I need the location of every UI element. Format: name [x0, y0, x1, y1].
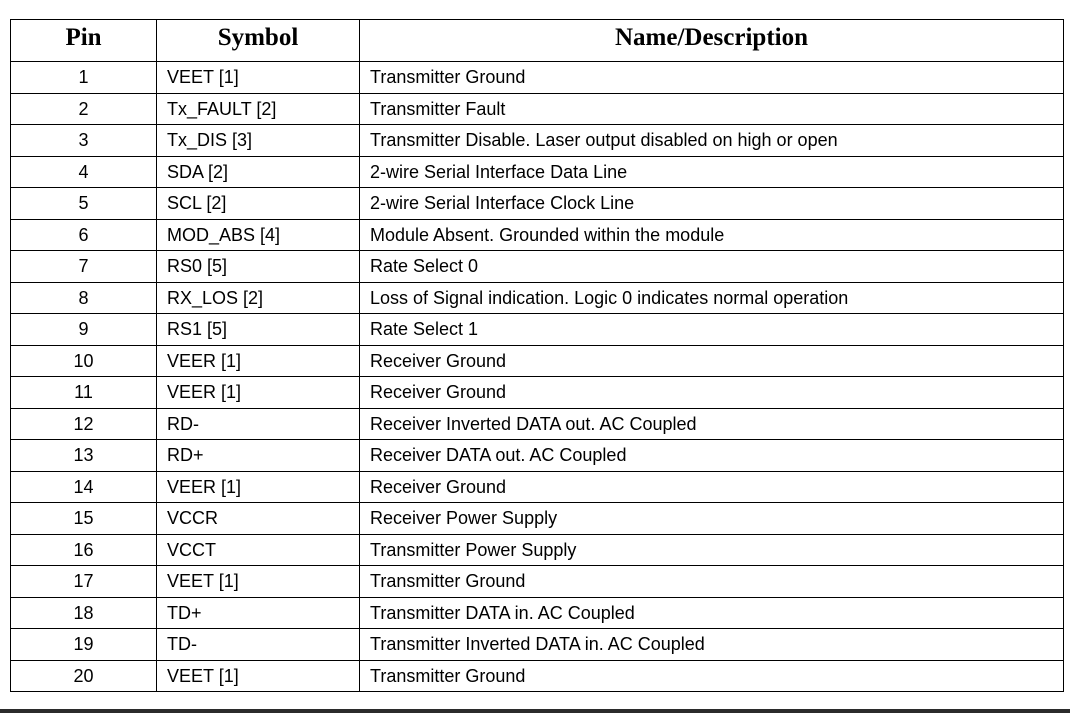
- table-header-row: [11, 20, 1064, 62]
- header-symbol: Symbol: [157, 20, 360, 62]
- description-cell: Transmitter Ground: [360, 566, 1064, 598]
- pin-cell: 12: [11, 408, 157, 440]
- symbol-cell: Tx_DIS [3]: [157, 125, 360, 157]
- symbol-cell: RS1 [5]: [157, 314, 360, 346]
- pin-cell: 5: [11, 188, 157, 220]
- table-body: [11, 62, 1064, 692]
- table-row: [11, 566, 1064, 598]
- symbol-cell: RD+: [157, 440, 360, 472]
- pin-cell: 7: [11, 251, 157, 283]
- description-cell: Transmitter Power Supply: [360, 534, 1064, 566]
- symbol-cell: RX_LOS [2]: [157, 282, 360, 314]
- pin-cell: 3: [11, 125, 157, 157]
- table-row: [11, 251, 1064, 283]
- description-cell: Module Absent. Grounded within the module: [360, 219, 1064, 251]
- symbol-cell: TD-: [157, 629, 360, 661]
- symbol-cell: VCCT: [157, 534, 360, 566]
- symbol-cell: VEER [1]: [157, 471, 360, 503]
- table-row: [11, 188, 1064, 220]
- pin-cell: 13: [11, 440, 157, 472]
- pin-cell: 16: [11, 534, 157, 566]
- table-row: [11, 534, 1064, 566]
- table-row: [11, 629, 1064, 661]
- description-cell: Transmitter Inverted DATA in. AC Coupled: [360, 629, 1064, 661]
- table-row: [11, 408, 1064, 440]
- pin-cell: 2: [11, 93, 157, 125]
- pin-cell: 18: [11, 597, 157, 629]
- description-cell: Rate Select 1: [360, 314, 1064, 346]
- table-row: [11, 314, 1064, 346]
- description-cell: 2-wire Serial Interface Data Line: [360, 156, 1064, 188]
- table-row: [11, 503, 1064, 535]
- pin-cell: 17: [11, 566, 157, 598]
- pin-cell: 9: [11, 314, 157, 346]
- description-cell: Transmitter Ground: [360, 660, 1064, 692]
- table-row: [11, 597, 1064, 629]
- description-cell: Transmitter DATA in. AC Coupled: [360, 597, 1064, 629]
- table-row: [11, 282, 1064, 314]
- header-description: Name/Description: [360, 20, 1064, 62]
- pin-cell: 1: [11, 62, 157, 94]
- pin-cell: 15: [11, 503, 157, 535]
- pin-cell: 20: [11, 660, 157, 692]
- symbol-cell: SCL [2]: [157, 188, 360, 220]
- description-cell: Receiver DATA out. AC Coupled: [360, 440, 1064, 472]
- symbol-cell: RS0 [5]: [157, 251, 360, 283]
- symbol-cell: VEET [1]: [157, 62, 360, 94]
- description-cell: Receiver Ground: [360, 345, 1064, 377]
- description-cell: Transmitter Ground: [360, 62, 1064, 94]
- description-cell: Transmitter Disable. Laser output disabled on high or open: [360, 125, 1064, 157]
- table-row: [11, 377, 1064, 409]
- description-cell: Loss of Signal indication. Logic 0 indicates normal operation: [360, 282, 1064, 314]
- pin-cell: 4: [11, 156, 157, 188]
- table-row: [11, 219, 1064, 251]
- description-cell: Transmitter Fault: [360, 93, 1064, 125]
- pin-cell: 11: [11, 377, 157, 409]
- symbol-cell: VEER [1]: [157, 377, 360, 409]
- symbol-cell: VEET [1]: [157, 660, 360, 692]
- pin-description-table: [10, 19, 1064, 692]
- pin-cell: 6: [11, 219, 157, 251]
- pin-cell: 19: [11, 629, 157, 661]
- description-cell: 2-wire Serial Interface Clock Line: [360, 188, 1064, 220]
- symbol-cell: TD+: [157, 597, 360, 629]
- symbol-cell: Tx_FAULT [2]: [157, 93, 360, 125]
- table-row: [11, 660, 1064, 692]
- description-cell: Rate Select 0: [360, 251, 1064, 283]
- pin-cell: 8: [11, 282, 157, 314]
- table-row: [11, 62, 1064, 94]
- description-cell: Receiver Ground: [360, 377, 1064, 409]
- header-pin: Pin: [11, 20, 157, 62]
- table-row: [11, 125, 1064, 157]
- table-row: [11, 345, 1064, 377]
- table-row: [11, 440, 1064, 472]
- pin-cell: 14: [11, 471, 157, 503]
- table-row: [11, 471, 1064, 503]
- page-bottom-border: [0, 709, 1070, 713]
- description-cell: Receiver Ground: [360, 471, 1064, 503]
- symbol-cell: VCCR: [157, 503, 360, 535]
- table-row: [11, 93, 1064, 125]
- symbol-cell: VEER [1]: [157, 345, 360, 377]
- symbol-cell: RD-: [157, 408, 360, 440]
- pin-cell: 10: [11, 345, 157, 377]
- table-row: [11, 156, 1064, 188]
- symbol-cell: SDA [2]: [157, 156, 360, 188]
- description-cell: Receiver Inverted DATA out. AC Coupled: [360, 408, 1064, 440]
- description-cell: Receiver Power Supply: [360, 503, 1064, 535]
- symbol-cell: VEET [1]: [157, 566, 360, 598]
- symbol-cell: MOD_ABS [4]: [157, 219, 360, 251]
